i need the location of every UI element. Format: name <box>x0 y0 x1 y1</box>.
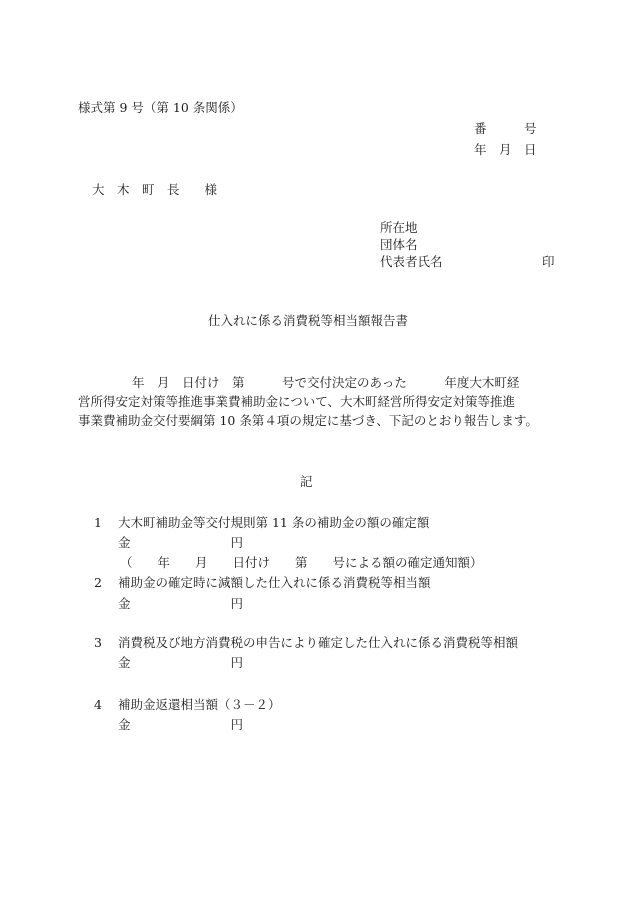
item-number: 1 <box>94 515 102 530</box>
item-text: 大木町補助金等交付規則第 11 条の補助金の額の確定額 <box>118 515 430 530</box>
body-line-3: 事業費補助金交付要綱第 10 条第４項の規定に基づき、下記のとおり報告します。 <box>78 413 538 428</box>
addressee: 大 木 町 長 様 <box>92 182 218 197</box>
document-number-line: 番 号 <box>474 121 537 136</box>
representative-label: 代表者氏名 <box>380 254 443 269</box>
item-note: （ 年 月 日付け 第 号による額の確定通知額） <box>120 555 483 570</box>
ki-heading: 記 <box>300 474 313 489</box>
item-text: 補助金返還相当額（３－２） <box>118 697 281 712</box>
item-number: 4 <box>94 697 102 712</box>
item-text: 消費税及び地方消費税の申告により確定した仕入れに係る消費税等相額 <box>118 635 519 650</box>
form-number: 様式第 9 号（第 10 条関係） <box>78 100 243 115</box>
item-number: 3 <box>94 635 102 650</box>
item-number: 2 <box>94 575 102 590</box>
address-label: 所在地 <box>380 220 418 235</box>
item-text: 補助金の確定時に減額した仕入れに係る消費税等相当額 <box>118 575 431 590</box>
body-line-2: 営所得安定対策等推進事業費補助金について、大木町経営所得安定対策等推進 <box>78 394 516 409</box>
body-line-1: 年 月 日付け 第 号で交付決定のあった 年度大木町経 <box>132 375 520 390</box>
seal-mark: 印 <box>542 254 555 269</box>
document-title: 仕入れに係る消費税等相当額報告書 <box>208 313 409 328</box>
item-amount: 金 円 <box>118 717 244 732</box>
item-amount: 金 円 <box>118 535 244 550</box>
date-line: 年 月 日 <box>474 142 537 157</box>
item-amount: 金 円 <box>118 655 244 670</box>
organization-label: 団体名 <box>380 237 418 252</box>
item-amount: 金 円 <box>118 596 244 611</box>
